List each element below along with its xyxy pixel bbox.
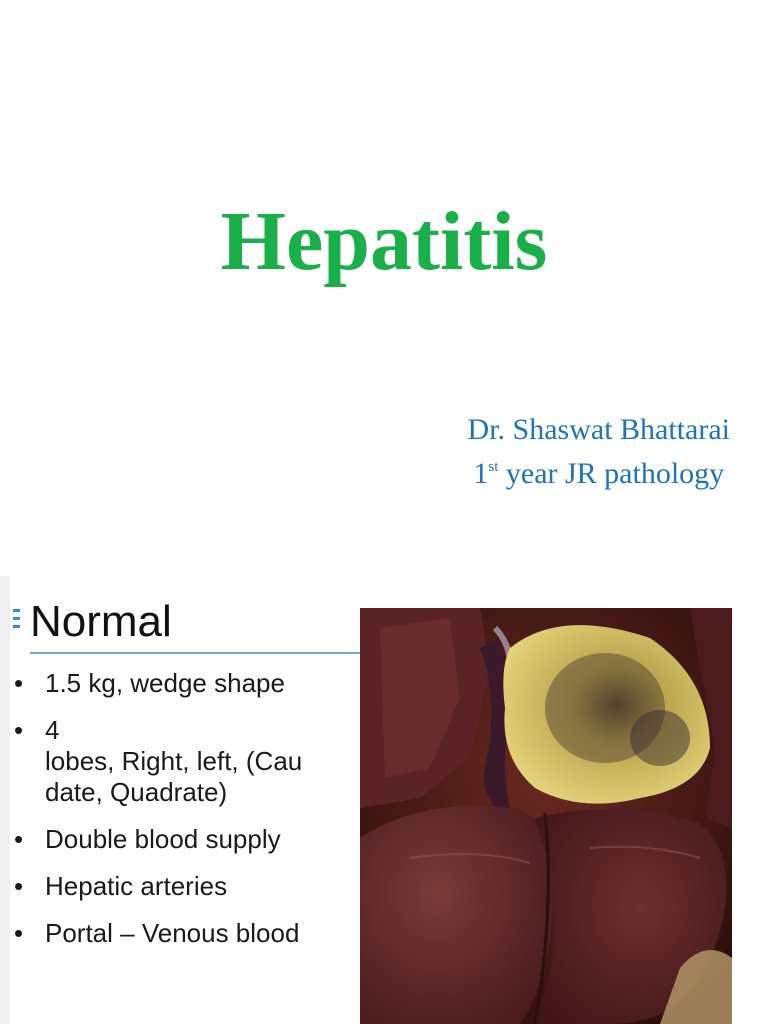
bullet-text-line: 4	[45, 715, 60, 745]
bullet-text: Portal – Venous blood	[45, 918, 300, 948]
bullet-dot: •	[14, 918, 24, 948]
slide-heading: Normal	[30, 597, 172, 646]
bullet-lines-icon	[12, 606, 22, 636]
bullet-text-line: date, Quadrate)	[45, 777, 228, 807]
page-title: Hepatitis	[220, 195, 548, 288]
author-block	[468, 408, 730, 496]
list-item	[14, 715, 354, 808]
bullet-text: Hepatic arteries	[45, 871, 228, 901]
gross-liver-specimen-photo	[360, 608, 732, 1024]
list-item	[14, 824, 354, 855]
author-role-suffix: st	[488, 459, 499, 475]
bullet-dot: •	[14, 715, 24, 745]
slide-edge	[0, 576, 10, 1024]
bullet-text: 1.5 kg, wedge shape	[45, 668, 285, 698]
heading-rule	[30, 652, 360, 654]
list-item	[14, 871, 354, 902]
normal-liver-slide	[0, 576, 768, 1024]
bullet-dot: •	[14, 668, 24, 698]
author-role-text: year JR pathology	[498, 457, 725, 490]
bullet-dot: •	[14, 871, 24, 901]
list-item	[14, 918, 354, 949]
liver-photo-illustration	[360, 608, 732, 1024]
author-role	[468, 452, 730, 496]
bullet-text: Double blood supply	[45, 824, 281, 854]
bullet-text-line: lobes, Right, left, (Cau	[45, 746, 303, 776]
author-name: Dr. Shaswat Bhattarai	[467, 413, 730, 446]
bullet-list	[14, 668, 354, 965]
author-role-number: 1	[473, 457, 489, 490]
list-item	[14, 668, 354, 699]
bullet-dot: •	[14, 824, 24, 854]
